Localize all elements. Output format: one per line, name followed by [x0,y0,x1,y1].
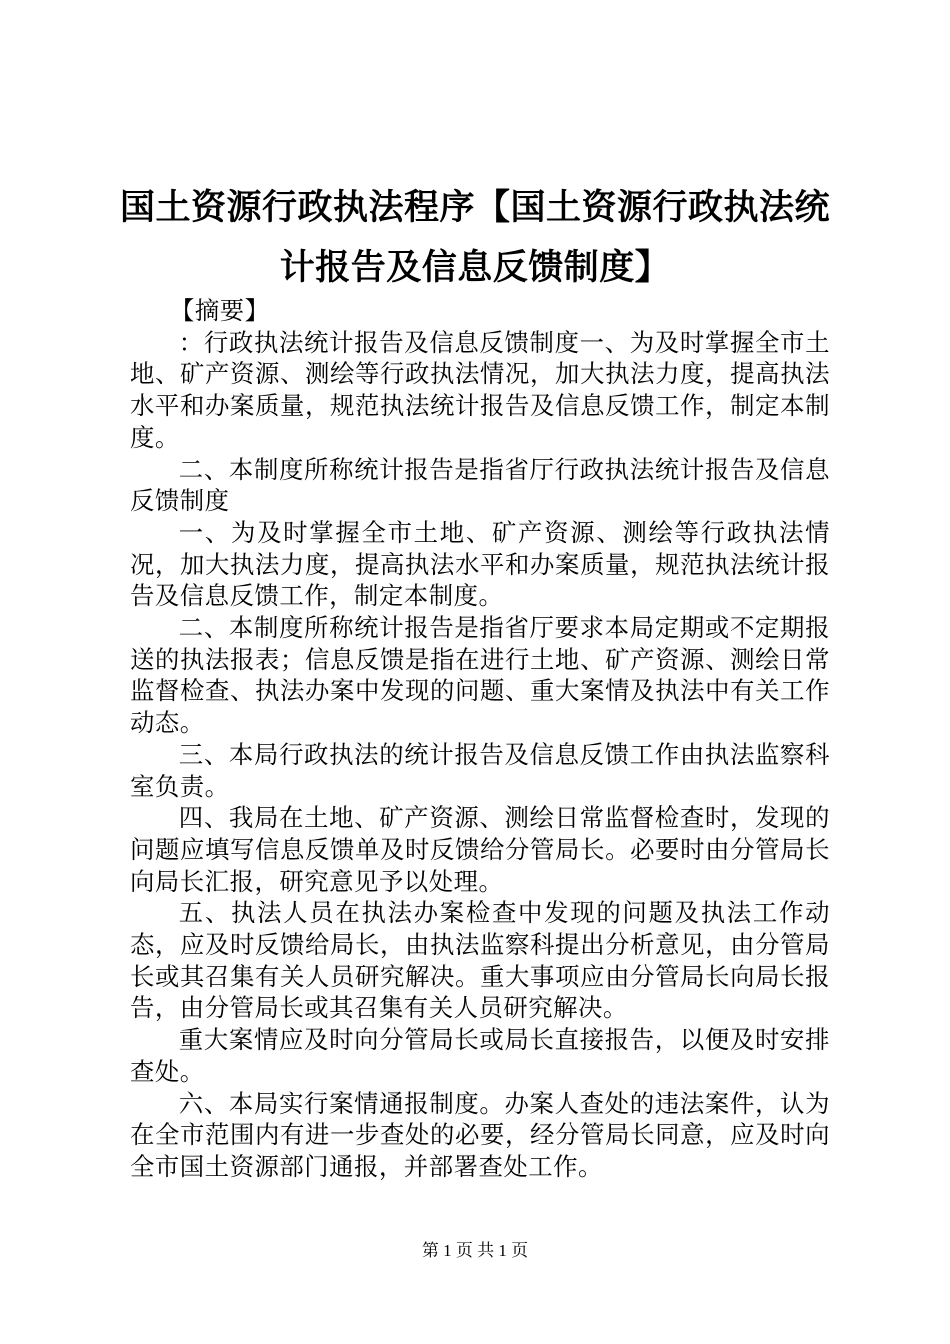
title-line-2: 计报告及信息反馈制度】 [279,248,671,288]
paragraph: 六、本局实行案情通报制度。办案人查处的违法案件，认为在全市范围内有进一步查处的必要，经分管局长同意，应及时向全市国土资源部门通报，并部署查处工作。 [130,1088,830,1181]
paragraph: 重大案情应及时向分管局长或局长直接报告，以便及时安排查处。 [130,1025,830,1086]
paragraph: 四、我局在土地、矿产资源、测绘日常监督检查时，发现的问题应填写信息反馈单及时反馈给分管局长。必要时由分管局长向局长汇报，研究意见予以处理。 [130,803,830,896]
paragraph: 二、本制度所称统计报告是指省厅行政执法统计报告及信息反馈制度 [130,454,830,516]
paragraph: 五、执法人员在执法办案检查中发现的问题及执法工作动态，应及时反馈给局长，由执法监察科提出分析意见，由分管局长或其召集有关人员研究解决。重大事项应由分管局长向局长报告，由分管局长或其召集有关人员研究解决。 [130,898,830,1023]
title-line-1: 国土资源行政执法程序【国土资源行政执法统 [119,188,830,228]
paragraph: 二、本制度所称统计报告是指省厅要求本局定期或不定期报送的执法报表；信息反馈是指在进行土地、矿产资源、测绘日常监督检查、执法办案中发现的问题、重大案情及执法中有关工作动态。 [130,613,830,738]
page-footer: 第 1 页 共 1 页 [421,1241,529,1260]
summary-label: 【摘要】 [170,296,270,325]
paragraph: 一、为及时掌握全市土地、矿产资源、测绘等行政执法情况，加大执法力度，提高执法水平和办案质量，规范执法统计报告及信息反馈工作，制定本制度。 [130,517,830,611]
paragraph: 三、本局行政执法的统计报告及信息反馈工作由执法监察科室负责。 [130,739,830,801]
document-body [130,295,830,1183]
paragraph: ：行政执法统计报告及信息反馈制度一、为及时掌握全市土地、矿产资源、测绘等行政执法情况，加大执法力度，提高执法水平和办案质量，规范执法统计报告及信息反馈工作，制定本制度。 [130,327,830,452]
document-title [110,178,840,298]
